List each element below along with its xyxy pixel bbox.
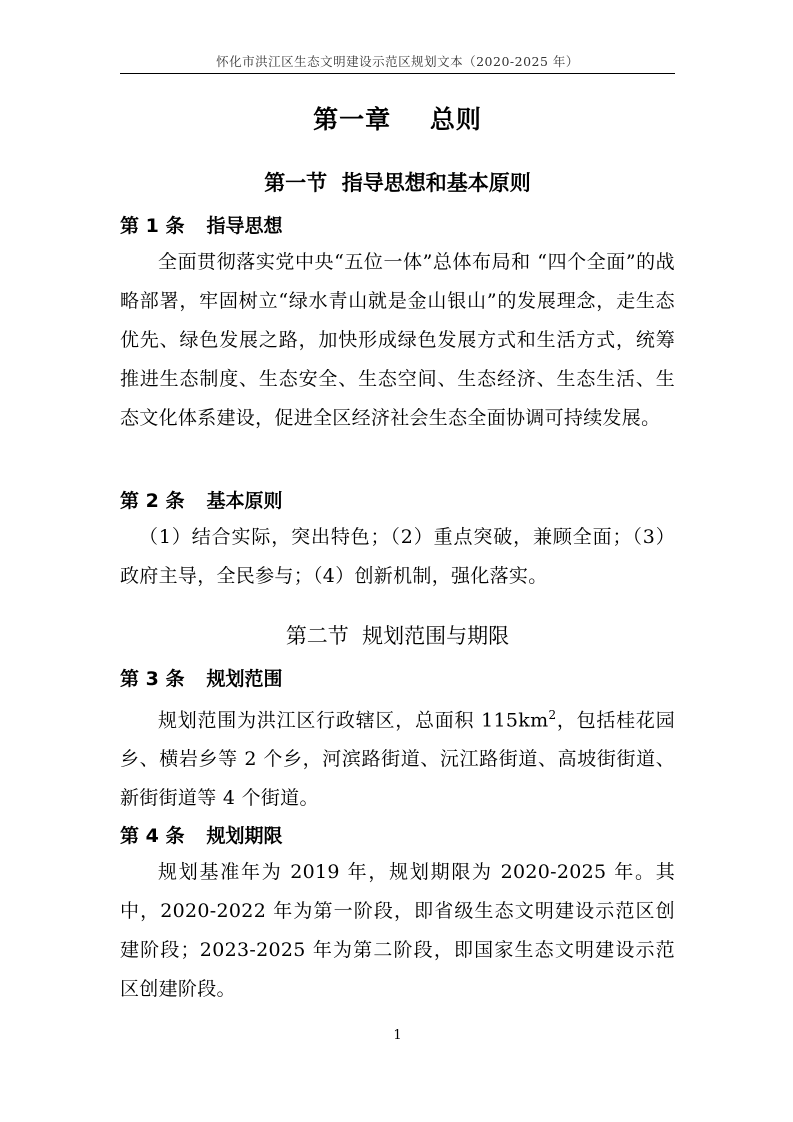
article-3-number: 第 3 条 <box>120 668 185 690</box>
article-2-number: 第 2 条 <box>120 490 185 512</box>
article-4-body: 规划基准年为 2019 年，规划期限为 2020-2025 年。其中，2020-2022 年为第一阶段，即省级生态文明建设示范区创建阶段；2023-2025 年为第二阶段，即国家生态文明建设示范区创建阶段。 <box>120 861 675 1000</box>
article-2-heading <box>120 486 675 513</box>
article-3-body-text-b: ，包括桂花园乡、横岩乡等 2 个乡，河滨路街道、沅江路街道、高坡街街道、新街街道等 4 个街道。 <box>120 709 675 810</box>
article-1-title: 指导思想 <box>206 215 283 237</box>
area-unit-superscript: 2 <box>548 708 557 722</box>
header-rule <box>120 73 675 74</box>
article-3-body-text-a: 规划范围为洪江区行政辖区，总面积 115km <box>158 709 549 732</box>
article-3-title: 规划范围 <box>206 668 283 690</box>
article-1-number: 第 1 条 <box>120 215 185 237</box>
chapter-title: 第一章 总则 <box>313 105 482 134</box>
article-3-body <box>120 696 675 818</box>
article-1-body: 全面贯彻落实党中央“五位一体”总体布局和 “四个全面”的战略部署，牢固树立“绿水青山就是金山银山”的发展理念，走生态优先、绿色发展之路，加快形成绿色发展方式和生活方式，统筹推进生态制度、生态安全、生态空间、生态经济、生态生活、生态文化体系建设，促进全区经济社会生态全面协调可持续发展。 <box>120 251 675 429</box>
article-2-title: 基本原则 <box>206 490 283 512</box>
article-4-title: 规划期限 <box>206 825 283 847</box>
article-4-number: 第 4 条 <box>120 825 185 847</box>
article-4-heading <box>120 821 675 848</box>
section-2-title: 第二节 规划范围与期限 <box>285 624 510 648</box>
running-header: 怀化市洪江区生态文明建设示范区规划文本（2020-2025 年） <box>216 54 579 69</box>
article-2-body: （1）结合实际，突出特色；（2）重点突破，兼顾全面；（3）政府主导，全民参与；（4）创新机制，强化落实。 <box>120 526 675 587</box>
article-1-heading <box>120 211 675 238</box>
page-number: 1 <box>393 1028 402 1043</box>
section-1-title: 第一节 指导思想和基本原则 <box>264 171 531 195</box>
article-3-heading <box>120 664 675 691</box>
